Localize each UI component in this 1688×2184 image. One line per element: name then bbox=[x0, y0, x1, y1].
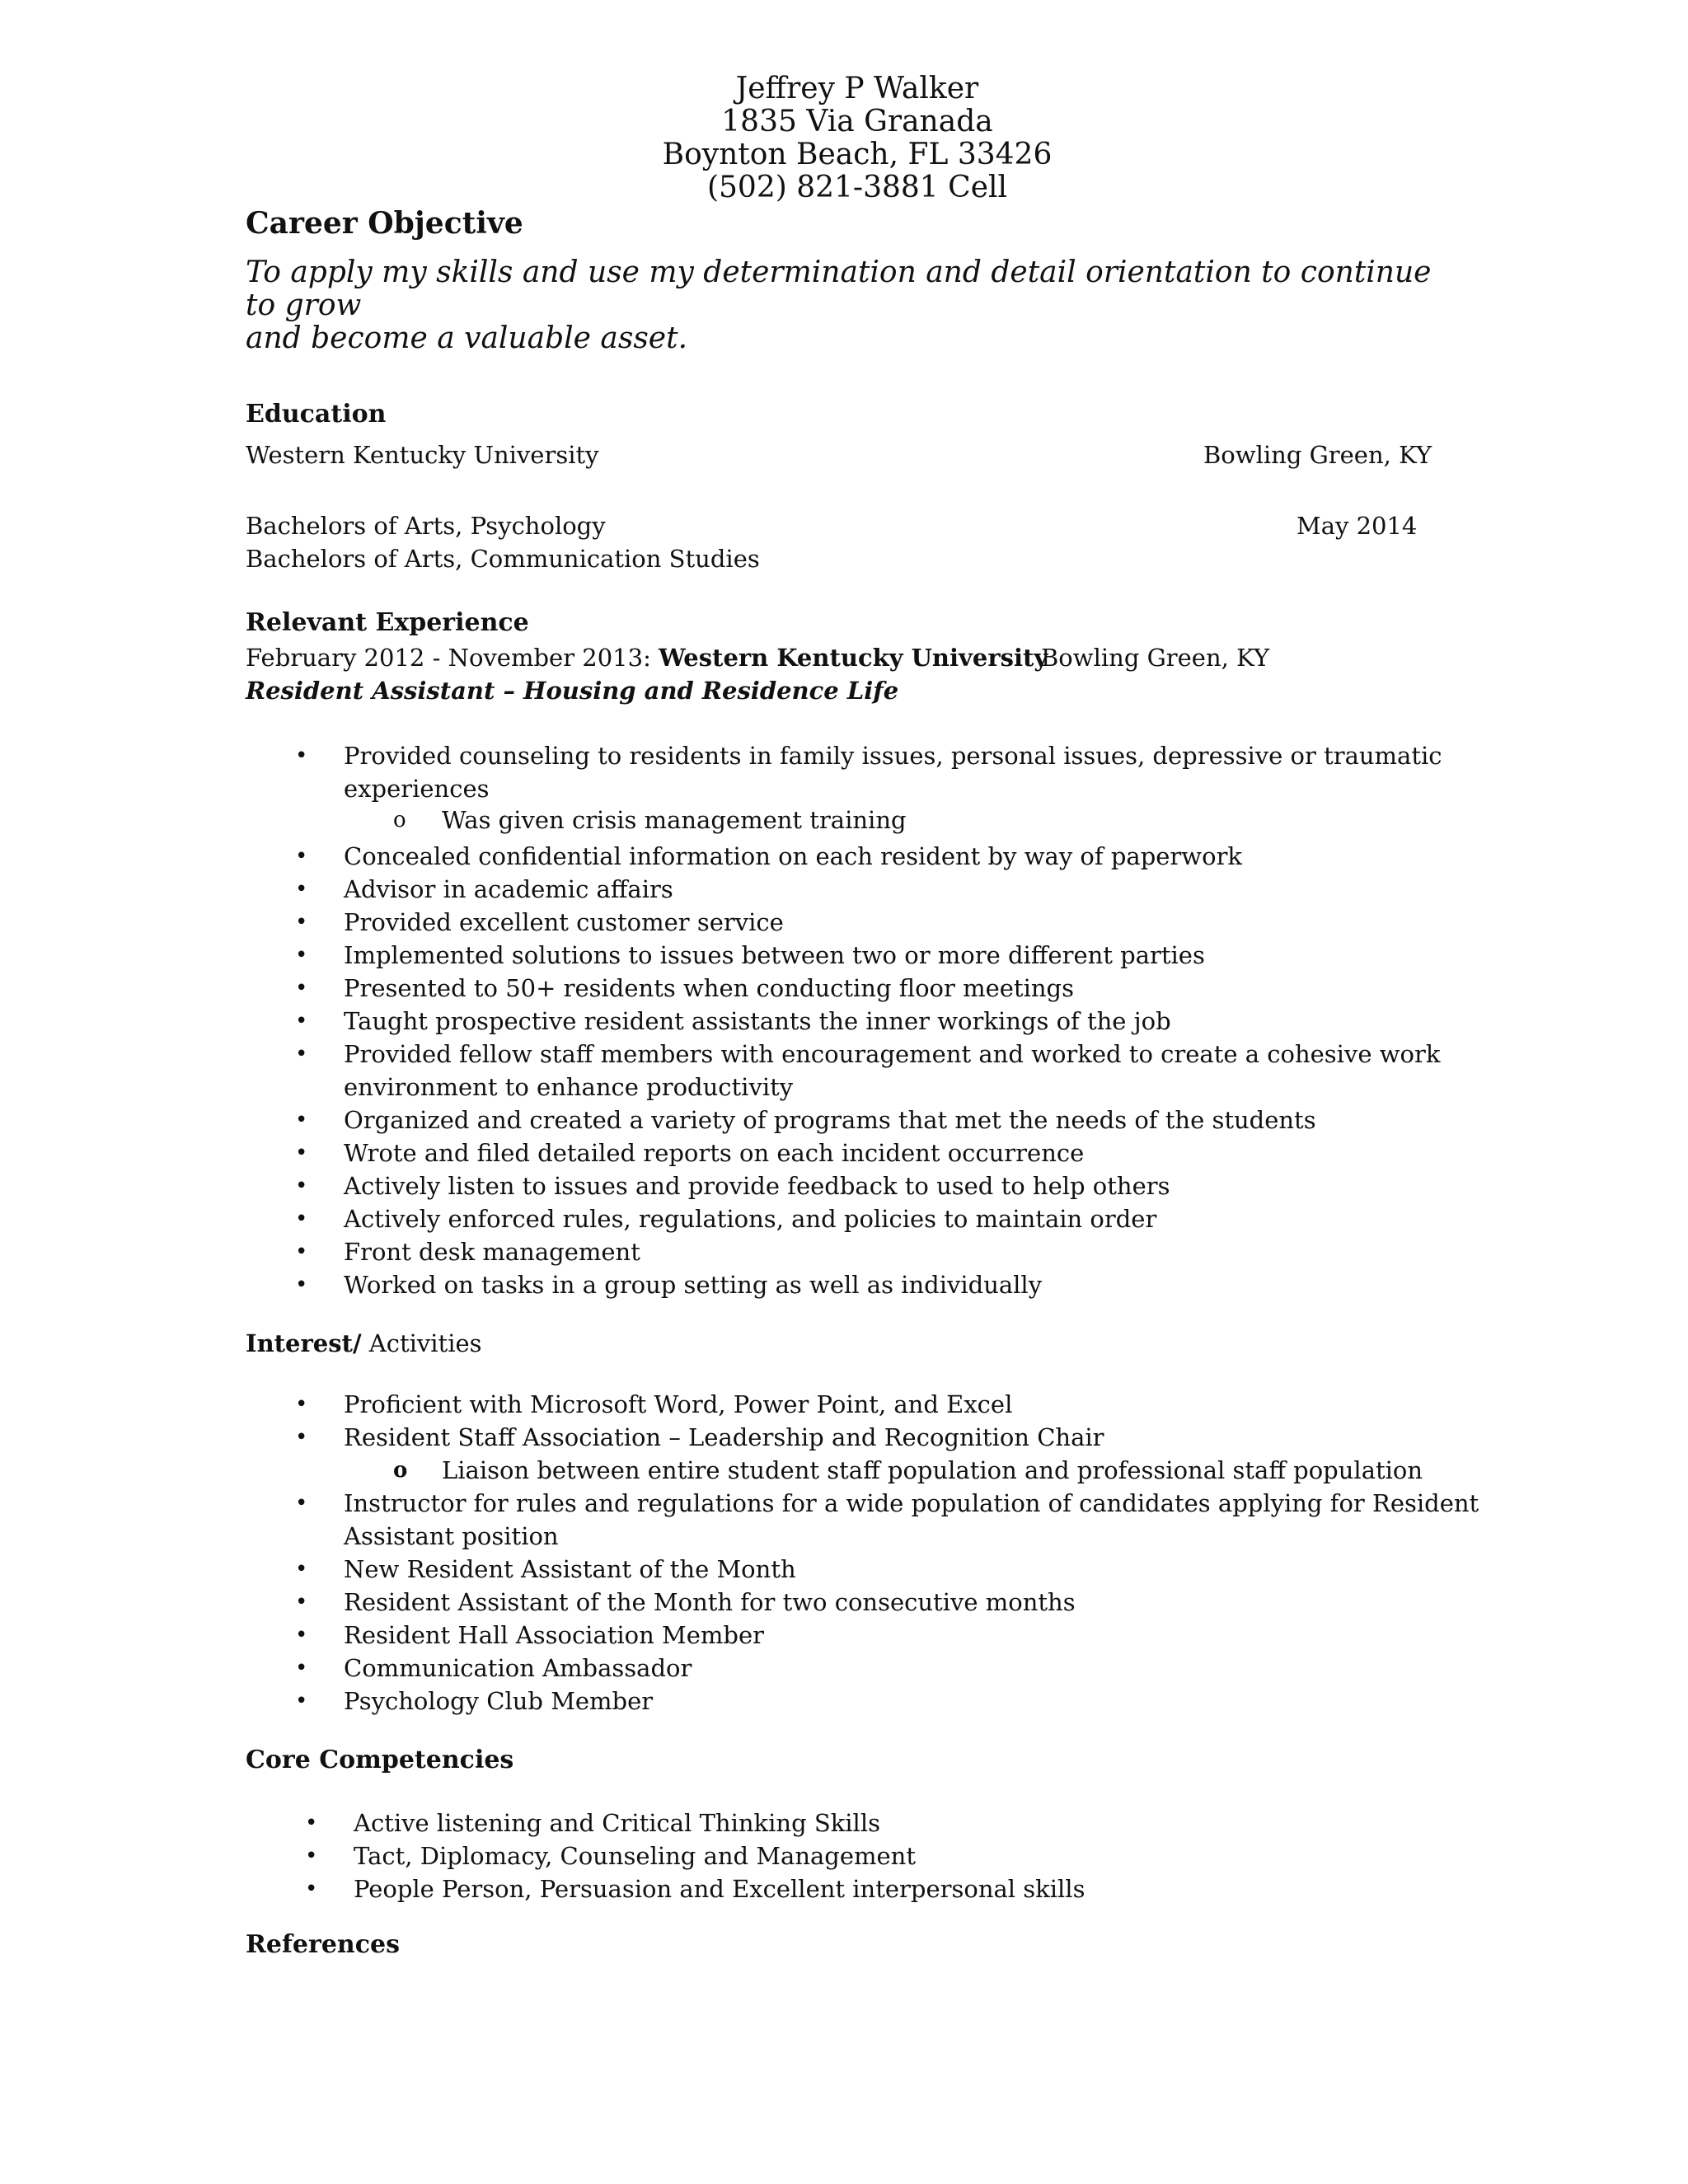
experience-bullet-item bbox=[295, 1005, 1580, 1038]
experience-bullet-item bbox=[295, 1202, 1580, 1235]
bullet-icon: • bbox=[295, 1207, 308, 1231]
experience-bullet-text: Advisor in academic affairs bbox=[344, 875, 673, 903]
education-heading: Education bbox=[246, 400, 387, 429]
bullet-icon: • bbox=[305, 1811, 318, 1835]
experience-dates: February 2012 - November 2013: bbox=[246, 644, 651, 672]
interest-bullet-item bbox=[295, 1421, 1597, 1454]
competency-bullet-text: People Person, Persuasion and Excellent interpersonal skills bbox=[354, 1875, 1085, 1903]
bullet-icon: • bbox=[305, 1877, 318, 1901]
bullet-icon: • bbox=[295, 976, 308, 1001]
objective-line-1: To apply my skills and use my determination and detail orientation to continue to grow bbox=[246, 255, 1432, 322]
experience-bullet-item bbox=[295, 840, 1580, 873]
competency-bullet-text: Active listening and Critical Thinking Skills bbox=[354, 1809, 880, 1837]
objective-line-2: and become a valuable asset. bbox=[246, 321, 688, 355]
experience-bullet-text: Was given crisis management training bbox=[442, 806, 907, 834]
experience-bullet-text: Worked on tasks in a group setting as well as individually bbox=[344, 1271, 1043, 1299]
bullet-icon: • bbox=[295, 743, 308, 768]
experience-bullet-item bbox=[295, 1137, 1580, 1169]
experience-title: Resident Assistant – Housing and Residence Life bbox=[246, 677, 899, 705]
city-state-zip: Boynton Beach, FL 33426 bbox=[662, 138, 1053, 171]
bullet-icon: • bbox=[295, 910, 308, 935]
contact-header bbox=[0, 73, 1688, 204]
interest-bullet-item bbox=[295, 1652, 1597, 1685]
interests-heading bbox=[246, 1327, 482, 1360]
experience-bullet-item bbox=[295, 739, 1580, 805]
interest-bullet-text: Liaison between entire student staff population and professional staff population bbox=[442, 1456, 1423, 1484]
interest-bullet-item bbox=[295, 1487, 1597, 1553]
experience-bullet-text: Implemented solutions to issues between two or more different parties bbox=[344, 941, 1205, 969]
experience-bullet-item bbox=[295, 1169, 1580, 1202]
bullet-icon: • bbox=[295, 1656, 308, 1680]
competencies-bullets bbox=[305, 1807, 1507, 1905]
bullet-icon: • bbox=[295, 1272, 308, 1297]
interest-bullet-item bbox=[295, 1619, 1597, 1652]
experience-bullet-text: Actively enforced rules, regulations, and policies to maintain order bbox=[344, 1205, 1157, 1233]
bullet-icon: • bbox=[295, 1392, 308, 1417]
interests-heading-rest: Activities bbox=[361, 1329, 482, 1357]
experience-bullet-item bbox=[344, 804, 1580, 837]
interest-bullet-text: Proficient with Microsoft Word, Power Point, and Excel bbox=[344, 1390, 1013, 1418]
experience-bullet-text: Provided counseling to residents in family issues, personal issues, depressive or traumatic bbox=[344, 742, 1442, 770]
bullet-icon: • bbox=[305, 1844, 318, 1868]
experience-bullet-item bbox=[295, 939, 1580, 972]
bullet-icon: • bbox=[295, 844, 308, 869]
experience-bullets bbox=[295, 739, 1580, 1301]
experience-bullet-text: Wrote and filed detailed reports on each incident occurrence bbox=[344, 1139, 1085, 1167]
bullet-icon: • bbox=[295, 1240, 308, 1264]
experience-bullet-item bbox=[295, 873, 1580, 906]
interest-bullet-text: Resident Hall Association Member bbox=[344, 1621, 764, 1649]
bullet-icon: • bbox=[295, 1174, 308, 1198]
experience-bullet-item bbox=[295, 1235, 1580, 1268]
sub-bullet-icon: o bbox=[393, 1458, 408, 1483]
experience-bullet-item bbox=[295, 1268, 1580, 1301]
bullet-icon: • bbox=[295, 1491, 308, 1516]
interest-bullet-item bbox=[295, 1586, 1597, 1619]
bullet-icon: • bbox=[295, 1108, 308, 1132]
interest-bullet-text: Communication Ambassador bbox=[344, 1654, 692, 1682]
education-location: Bowling Green, KY bbox=[1203, 441, 1432, 469]
bullet-icon: • bbox=[295, 877, 308, 902]
bullet-icon: • bbox=[295, 1009, 308, 1033]
experience-bullet-text: Actively listen to issues and provide feedback to used to help others bbox=[344, 1172, 1170, 1200]
references-heading: References bbox=[246, 1930, 400, 1959]
interest-bullet-text: Resident Staff Association – Leadership and Recognition Chair bbox=[344, 1423, 1104, 1451]
bullet-icon: • bbox=[295, 1141, 308, 1165]
competency-bullet-text: Tact, Diplomacy, Counseling and Management bbox=[354, 1842, 917, 1870]
applicant-name: Jeffrey P Walker bbox=[735, 72, 979, 105]
education-date: May 2014 bbox=[1296, 512, 1418, 540]
experience-bullet-text: Presented to 50+ residents when conducting floor meetings bbox=[344, 974, 1074, 1002]
experience-bullet-item bbox=[295, 1104, 1580, 1137]
interests-bullets bbox=[295, 1388, 1597, 1718]
experience-bullet-text: Concealed confidential information on each resident by way of paperwork bbox=[344, 842, 1243, 870]
experience-bullet-item bbox=[295, 972, 1580, 1005]
interest-bullet-item bbox=[295, 1553, 1597, 1586]
experience-bullet-text-continued: environment to enhance productivity bbox=[344, 1073, 794, 1101]
career-objective-text bbox=[246, 256, 1449, 355]
sub-bullet-icon: o bbox=[393, 808, 406, 832]
interest-bullet-item bbox=[295, 1685, 1597, 1718]
experience-line bbox=[246, 641, 1048, 674]
interest-bullet-text: New Resident Assistant of the Month bbox=[344, 1555, 796, 1583]
bullet-icon: • bbox=[295, 1590, 308, 1615]
bullet-icon: • bbox=[295, 943, 308, 968]
experience-bullet-text: Front desk management bbox=[344, 1238, 640, 1266]
education-degree-2: Bachelors of Arts, Communication Studies bbox=[246, 545, 760, 573]
bullet-icon: • bbox=[295, 1557, 308, 1582]
education-school: Western Kentucky University bbox=[246, 441, 599, 469]
career-objective-heading: Career Objective bbox=[246, 206, 523, 241]
interests-heading-bold: Interest/ bbox=[246, 1329, 362, 1357]
experience-location: Bowling Green, KY bbox=[1041, 644, 1270, 672]
bullet-icon: • bbox=[295, 1425, 308, 1450]
interest-bullet-item bbox=[295, 1388, 1597, 1421]
experience-bullet-text: Taught prospective resident assistants the inner workings of the job bbox=[344, 1007, 1171, 1035]
phone-number: (502) 821-3881 Cell bbox=[706, 171, 1008, 204]
competency-bullet-item bbox=[305, 1840, 1507, 1872]
experience-heading: Relevant Experience bbox=[246, 608, 529, 637]
bullet-icon: • bbox=[295, 1623, 308, 1647]
interest-bullet-text-continued: Assistant position bbox=[344, 1522, 559, 1550]
education-degree-1: Bachelors of Arts, Psychology bbox=[246, 512, 606, 540]
bullet-icon: • bbox=[295, 1042, 308, 1066]
experience-bullet-item bbox=[295, 1038, 1580, 1104]
street-address: 1835 Via Granada bbox=[721, 105, 993, 138]
competency-bullet-item bbox=[305, 1807, 1507, 1840]
experience-bullet-text: Provided excellent customer service bbox=[344, 908, 784, 936]
experience-bullet-text-continued: experiences bbox=[344, 775, 490, 803]
interest-bullet-text: Psychology Club Member bbox=[344, 1687, 654, 1715]
experience-employer: Western Kentucky University bbox=[659, 644, 1048, 672]
interest-bullet-text: Resident Assistant of the Month for two consecutive months bbox=[344, 1588, 1076, 1616]
experience-bullet-text: Provided fellow staff members with encouragement and worked to create a cohesive work bbox=[344, 1040, 1441, 1068]
competency-bullet-item bbox=[305, 1872, 1507, 1905]
experience-bullet-item bbox=[295, 906, 1580, 939]
interest-bullet-item bbox=[344, 1454, 1597, 1487]
experience-bullet-text: Organized and created a variety of programs that met the needs of the students bbox=[344, 1106, 1316, 1134]
competencies-heading: Core Competencies bbox=[246, 1746, 514, 1774]
bullet-icon: • bbox=[295, 1689, 308, 1713]
interest-bullet-text: Instructor for rules and regulations for a wide population of candidates applying for Resident bbox=[344, 1489, 1479, 1517]
